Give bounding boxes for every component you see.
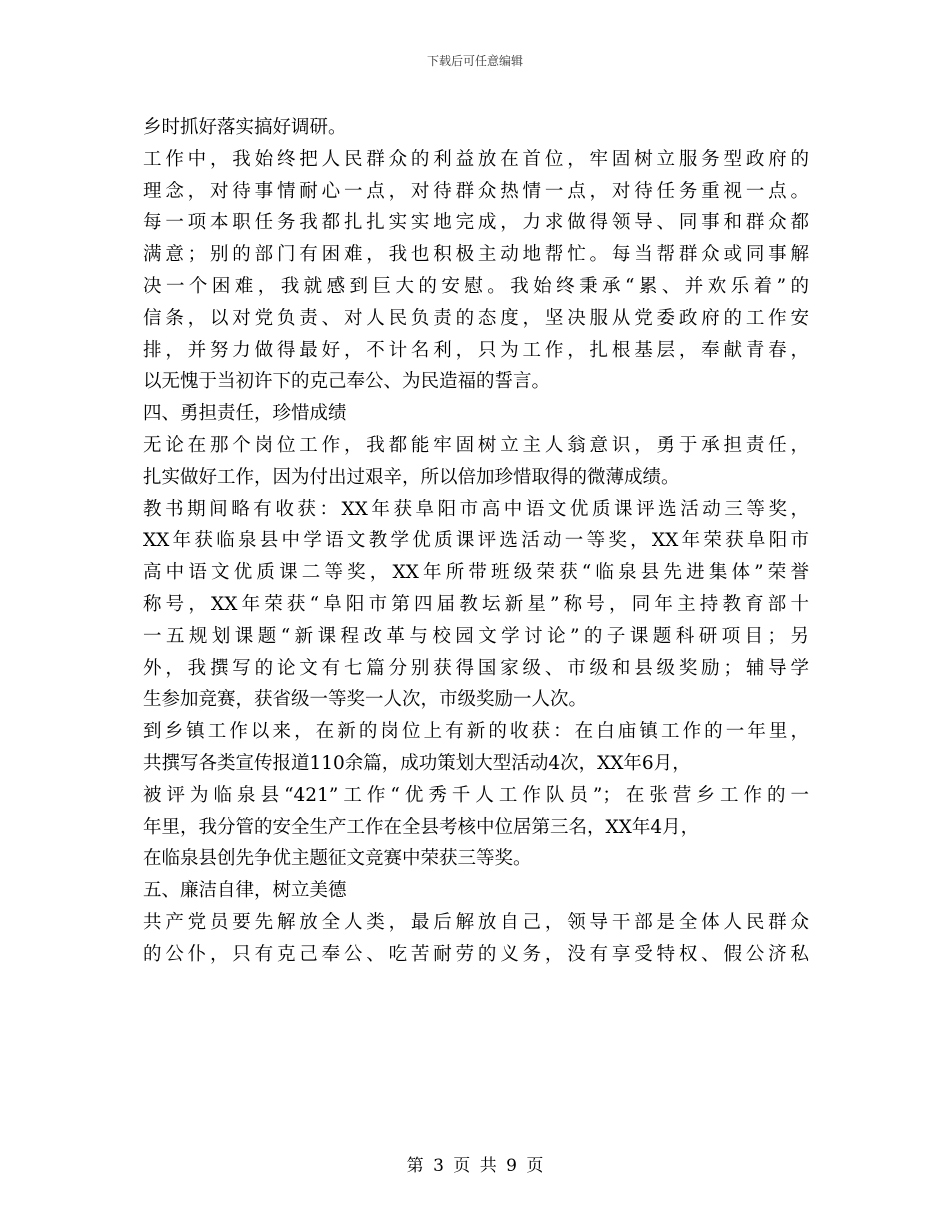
text-line: 每一项本职任务我都扎扎实实地完成，力求做得领导、同事和群众都	[143, 212, 809, 234]
text-line: 被评为临泉县“421”工作“优秀千人工作队员”；在张营乡工作的一	[143, 784, 809, 806]
text-line: 共撰写各类宣传报道110余篇，成功策划大型活动4次，XX年6月，	[143, 752, 691, 774]
text-line: 到乡镇工作以来，在新的岗位上有新的收获：在白庙镇工作的一年里，	[143, 721, 809, 743]
text-line: 无论在那个岗位工作，我都能牢固树立主人翁意识，勇于承担责任，	[143, 434, 809, 456]
text-line: 在临泉县创先争优主题征文竞赛中荣获三等奖。	[143, 848, 532, 870]
text-line: 教书期间略有收获：XX年获阜阳市高中语文优质课评选活动三等奖，	[143, 498, 809, 520]
text-line: 决一个困难，我就感到巨大的安慰。我始终秉承“累、并欢乐着”的	[143, 275, 809, 297]
text-line: 以无愧于当初许下的克己奉公、为民造福的誓言。	[143, 371, 551, 393]
text-line: 扎实做好工作，因为付出过艰辛，所以倍加珍惜取得的微薄成绩。	[143, 466, 680, 488]
text-line: 理念，对待事情耐心一点，对待群众热情一点，对待任务重视一点。	[143, 180, 809, 202]
text-line: 的公仆，只有克己奉公、吃苦耐劳的义务，没有享受特权、假公济私	[143, 943, 809, 965]
text-line: 高中语文优质课二等奖，XX年所带班级荣获“临泉县先进集体”荣誉	[143, 562, 809, 584]
text-line: 一五规划课题“新课程改革与校园文学讨论”的子课题科研项目；另	[143, 625, 809, 647]
text-line: 乡时抓好落实搞好调研。	[143, 117, 347, 138]
text-line: 排，并努力做得最好，不计名利，只为工作，扎根基层，奉献青春，	[143, 339, 809, 361]
page-number-footer: 第 3 页 共 9 页	[406, 1156, 544, 1176]
text-line: 年里，我分管的安全生产工作在全县考核中位居第三名，XX年4月，	[143, 816, 700, 838]
text-line: XX年获临泉县中学语文教学优质课评选活动一等奖，XX年荣获阜阳市	[143, 530, 809, 552]
text-line: 共产党员要先解放全人类，最后解放自己，领导干部是全体人民群众	[143, 911, 809, 933]
text-line: 称号，XX年荣获“阜阳市第四届教坛新星”称号，同年主持教育部十	[143, 593, 809, 615]
text-line: 信条，以对党负责、对人民负责的态度，坚决服从党委政府的工作安	[143, 307, 809, 329]
page-header-note: 下载后可任意编辑	[426, 54, 523, 68]
section-heading: 五、廉洁自律，树立美德	[143, 880, 347, 902]
text-line: 工作中，我始终把人民群众的利益放在首位，牢固树立服务型政府的	[143, 148, 809, 170]
section-heading: 四、勇担责任，珍惜成绩	[143, 403, 347, 425]
document-body	[143, 112, 809, 971]
text-line: 外，我撰写的论文有七篇分别获得国家级、市级和县级奖励；辅导学	[143, 657, 809, 679]
text-line: 满意；别的部门有困难，我也积极主动地帮忙。每当帮群众或同事解	[143, 244, 809, 266]
text-line: 生参加竞赛，获省级一等奖一人次，市级奖励一人次。	[143, 689, 588, 711]
